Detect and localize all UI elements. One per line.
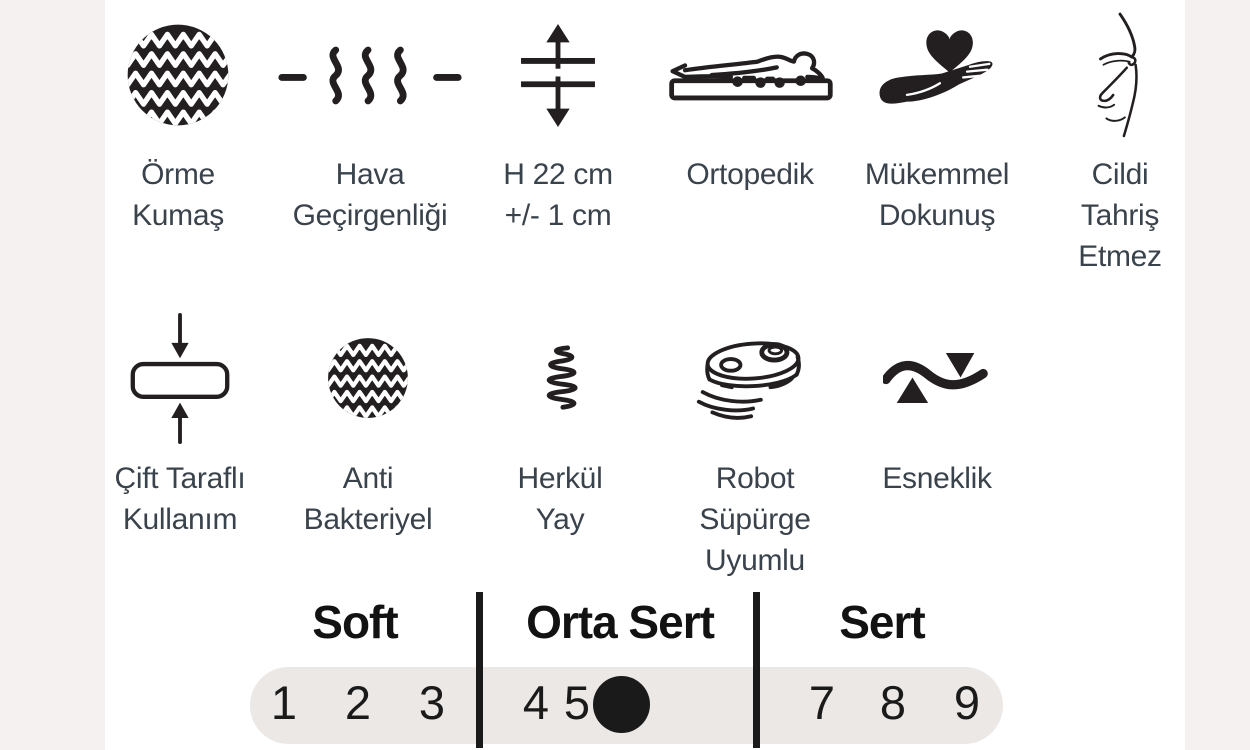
- feature-esneklik: [827, 308, 1047, 499]
- firmness-number-8: 8: [879, 676, 907, 729]
- knit-fabric-icon: [125, 22, 231, 128]
- feature-label: Herkül Yay: [517, 462, 603, 536]
- feature-cildi-tahris-etmez: [1010, 10, 1230, 277]
- feature-anti-bakteriyel: [258, 308, 478, 540]
- firmness-section-label-soft: Soft: [312, 596, 398, 648]
- firmness-number-5: 5: [563, 676, 591, 729]
- feature-label: Örme Kumaş: [132, 158, 224, 232]
- firmness-number-7: 7: [808, 676, 836, 729]
- feature-herkul-yay: [450, 308, 670, 540]
- feature-label: Esneklik: [882, 462, 992, 495]
- feature-label: H 22 cm +/- 1 cm: [503, 158, 613, 232]
- firmness-section-label-orta-sert: Orta Sert: [526, 596, 714, 648]
- double-sided-icon: [127, 311, 233, 446]
- feature-label: Anti Bakteriyel: [303, 462, 433, 536]
- firmness-number-9: 9: [953, 676, 981, 729]
- scale-divider-left: [476, 592, 483, 748]
- feature-label: Cildi Tahriş Etmez: [1078, 158, 1162, 273]
- feature-cift-tarafli: [70, 308, 290, 540]
- height-icon: [519, 22, 597, 129]
- firmness-number-2: 2: [344, 676, 372, 729]
- firmness-section-label-sert: Sert: [839, 596, 925, 648]
- flexibility-icon: [883, 348, 991, 409]
- feature-height: [448, 10, 668, 236]
- hand-heart-icon: [874, 24, 1000, 126]
- feature-hava-gecirgenligi: [260, 10, 480, 236]
- firmness-number-1: 1: [270, 676, 298, 729]
- firmness-number-3: 3: [418, 676, 446, 729]
- spring-icon: [536, 344, 584, 413]
- scale-divider-right: [753, 592, 760, 748]
- feature-label: Mükemmel Dokunuş: [864, 158, 1010, 232]
- robot-vacuum-icon: [687, 332, 823, 424]
- firmness-marker-dot: [593, 676, 650, 733]
- firmness-number-4: 4: [522, 676, 550, 729]
- orthopedic-icon: [664, 45, 836, 105]
- feature-label: Hava Geçirgenliği: [292, 158, 448, 232]
- feature-label: Ortopedik: [686, 158, 814, 191]
- feature-orme-kumas: [68, 10, 288, 236]
- feature-label: Robot Süpürge Uyumlu: [699, 462, 811, 577]
- anti-bacterial-icon: [326, 336, 410, 420]
- air-permeability-icon: [275, 45, 465, 106]
- face-profile-icon: [1081, 11, 1159, 140]
- feature-label: Çift Taraflı Kullanım: [114, 462, 246, 536]
